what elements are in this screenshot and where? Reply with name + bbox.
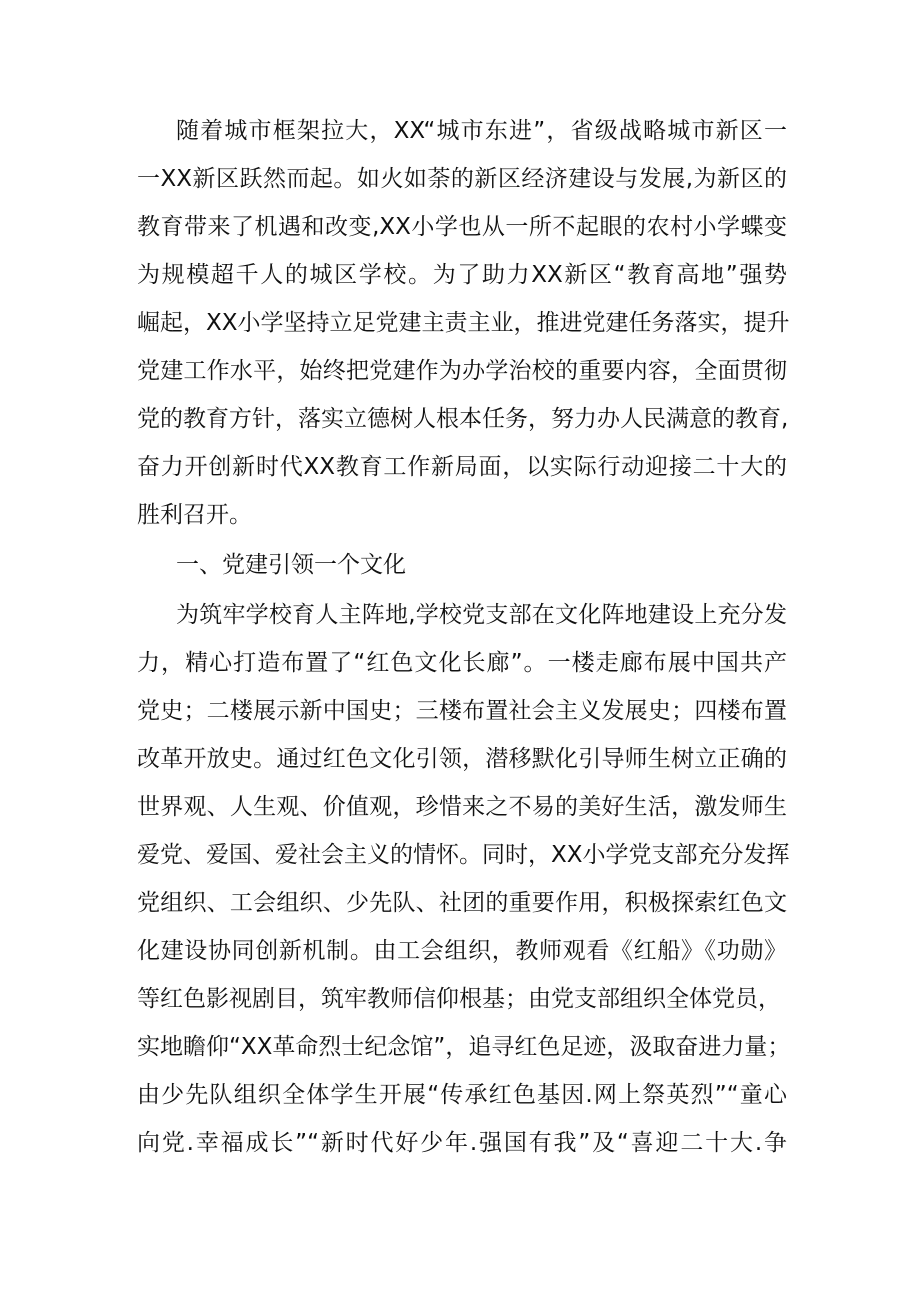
paragraph-1-line-1: 随着城市框架拉大，XX“城市东进”，省级战略城市新区一 [176, 118, 787, 144]
paragraph-2-line-9: 等红色影视剧目，筑牢教师信仰根基；由党支部组织全体党员， [137, 986, 781, 1012]
paragraph-2-line-2: 力，精心打造布置了“红色文化长廊”。一楼走廊布展中国共产 [137, 650, 787, 676]
paragraph-2-line-7: 党组织、工会组织、少先队、社团的重要作用，积极探索红色文 [137, 890, 787, 916]
paragraph-1-line-5: 崛起，XX小学坚持立足党建主责主业，推进党建任务落实，提升 [137, 310, 790, 336]
paragraph-2-line-5: 世界观、人生观、价值观，珍惜来之不易的美好生活，激发师生 [137, 794, 787, 820]
paragraph-1-line-9: 胜利召开。 [137, 502, 252, 528]
paragraph-2-line-3: 党史；二楼展示新中国史；三楼布置社会主义发展史；四楼布置 [137, 698, 787, 724]
paragraph-1-line-2: 一XX新区跃然而起。如火如荼的新区经济建设与发展,为新区的 [137, 166, 787, 192]
paragraph-2-line-11: 由少先队组织全体学生开展“传承红色基因.网上祭英烈”“童心 [137, 1082, 787, 1108]
paragraph-1-line-6: 党建工作水平，始终把党建作为办学治校的重要内容，全面贯彻 [137, 358, 787, 384]
paragraph-1-line-3: 教育带来了机遇和改变,XX小学也从一所不起眼的农村小学蝶变 [137, 214, 787, 240]
paragraph-2-line-10: 实地瞻仰“XX革命烈士纪念馆”，追寻红色足迹，汲取奋进力量； [137, 1034, 791, 1060]
paragraph-1-line-4: 为规模超千人的城区学校。为了助力XX新区“教育高地”强势 [137, 262, 787, 288]
section-heading: 一、党建引领一个文化 [176, 552, 406, 578]
paragraph-2-line-8: 化建设协同创新机制。由工会组织，教师观看《红船》《功勋》 [137, 938, 787, 964]
paragraph-1-line-7: 党的教育方针，落实立德树人根本任务，努力办人民满意的教育, [137, 406, 789, 432]
paragraph-1-line-8: 奋力开创新时代XX教育工作新局面，以实际行动迎接二十大的 [137, 454, 787, 480]
paragraph-2-line-1: 为筑牢学校育人主阵地,学校党支部在文化阵地建设上充分发 [176, 602, 787, 628]
paragraph-2-line-6: 爱党、爱国、爱社会主义的情怀。同时，XX小学党支部充分发挥 [137, 842, 790, 868]
paragraph-2-line-4: 改革开放史。通过红色文化引领，潜移默化引导师生树立正确的 [137, 746, 787, 772]
paragraph-2-line-12: 向党.幸福成长”“新时代好少年.强国有我”及“喜迎二十大.争 [137, 1130, 787, 1156]
